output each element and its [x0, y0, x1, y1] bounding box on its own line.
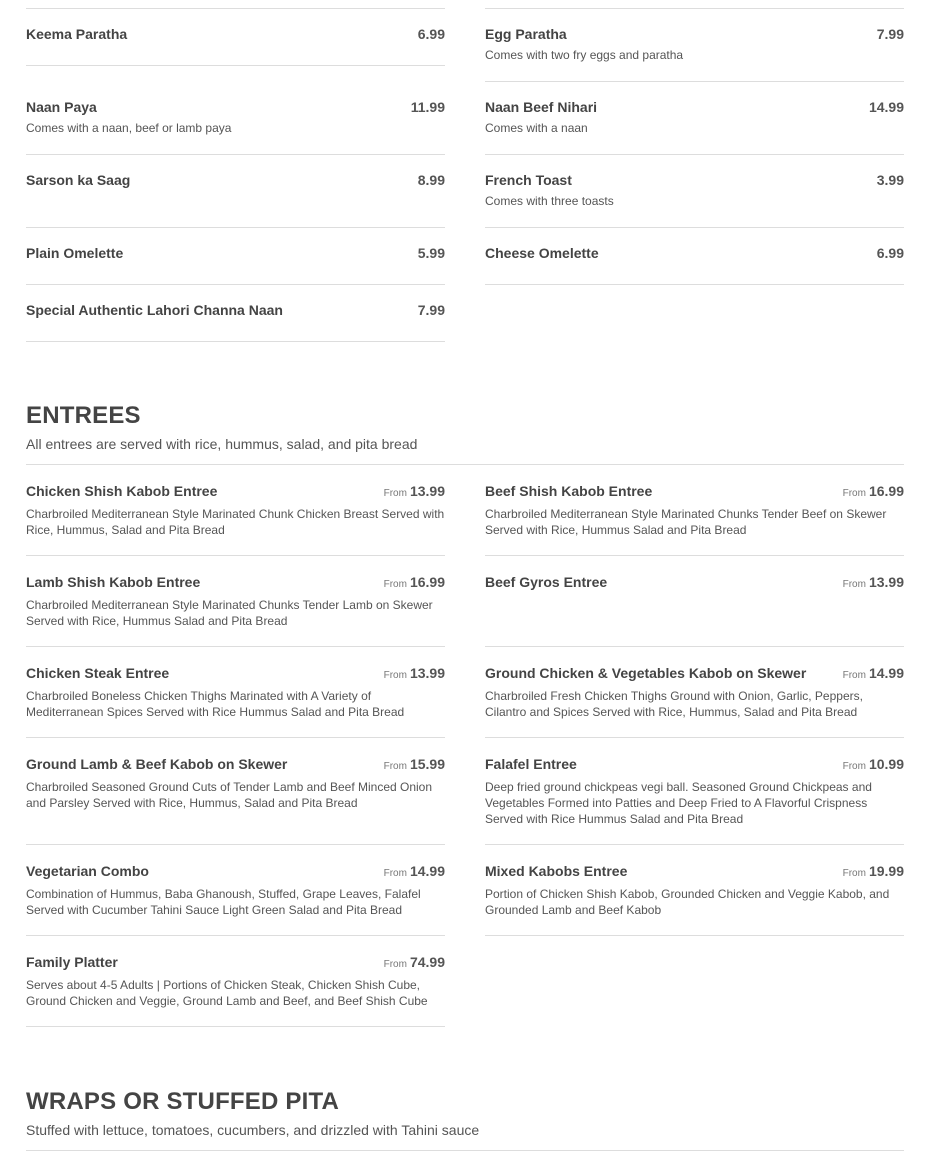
from-label: From: [383, 761, 407, 772]
item-name: Vegetarian Combo: [26, 863, 149, 879]
price-value: 16.99: [409, 574, 445, 590]
section-subtitle: Stuffed with lettuce, tomatoes, cucumbers, and drizzled with Tahini sauce: [26, 1122, 480, 1138]
item-name: Beef Gyros Entree: [485, 574, 608, 590]
menu-item[interactable]: [26, 465, 445, 556]
menu-item[interactable]: [26, 936, 445, 1027]
item-description: Combination of Hummus, Baba Ghanoush, Stuffed, Grape Leaves, Falafel Served with Cucumber Tahini Sauce Light Green Salad and Pita Bread: [26, 887, 421, 917]
from-label: From: [842, 868, 866, 879]
price-value: 13.99: [409, 483, 445, 499]
item-price: [384, 953, 445, 974]
item-name: Chicken Shish Kabob Entree: [26, 483, 218, 499]
item-price: [384, 862, 445, 883]
price-value: 10.99: [868, 756, 904, 772]
menu-item[interactable]: [26, 82, 445, 155]
item-price: 8.99: [417, 172, 445, 188]
item-description: Charbroiled Mediterranean Style Marinated Chunks Tender Beef on Skewer Served with Rice, Hummus Salad and Pita Bread: [485, 507, 887, 537]
item-description: Charbroiled Mediterranean Style Marinated Chunk Chicken Breast Served with Rice, Hummus, Salad and Pita Bread: [26, 507, 445, 537]
from-label: From: [842, 761, 866, 772]
item-price: 6.99: [417, 26, 445, 42]
item-name: Plain Omelette: [26, 245, 124, 261]
menu-item[interactable]: [26, 845, 445, 936]
price-value: 13.99: [868, 574, 904, 590]
from-label: From: [383, 670, 407, 681]
item-price: [843, 862, 904, 883]
from-label: From: [383, 579, 407, 590]
item-price: [843, 482, 904, 503]
item-price: 7.99: [876, 26, 904, 42]
item-price: 6.99: [876, 245, 904, 261]
section-header-entrees: [26, 402, 904, 453]
from-label: From: [383, 868, 407, 879]
item-name: Special Authentic Lahori Channa Naan: [26, 302, 283, 318]
menu-item[interactable]: [485, 9, 904, 82]
menu-item[interactable]: [485, 738, 904, 845]
price-value: 14.99: [868, 665, 904, 681]
menu-item[interactable]: [26, 9, 445, 66]
item-price: 5.99: [417, 245, 445, 261]
item-name: Chicken Steak Entree: [26, 665, 170, 681]
item-price: [843, 755, 904, 776]
price-value: 74.99: [409, 954, 445, 970]
item-price: 11.99: [410, 99, 445, 115]
item-description: Comes with three toasts: [485, 194, 614, 208]
item-description: Charbroiled Fresh Chicken Thighs Ground with Onion, Garlic, Peppers, Cilantro and Spices Served with Rice, Hummus, Salad and Pita Bread: [485, 689, 863, 719]
item-name: Beef Shish Kabob Entree: [485, 483, 653, 499]
price-value: 19.99: [868, 863, 904, 879]
menu-item[interactable]: [26, 285, 445, 342]
item-description: Portion of Chicken Shish Kabob, Grounded Chicken and Veggie Kabob, and Grounded Lamb and Beef Kabob: [485, 887, 890, 917]
item-price: [843, 573, 904, 594]
price-value: 13.99: [409, 665, 445, 681]
menu-item[interactable]: [26, 556, 445, 647]
from-label: From: [383, 959, 407, 970]
menu-item[interactable]: [485, 228, 904, 285]
menu-item[interactable]: [485, 155, 904, 228]
item-description: Comes with a naan: [485, 121, 588, 135]
item-price: 14.99: [868, 99, 904, 115]
item-description: Charbroiled Boneless Chicken Thighs Marinated with A Variety of Mediterranean Spices Served with Rice Hummus Salad and Pita Bread: [26, 689, 405, 719]
section-title: WRAPS OR STUFFED PITA: [26, 1088, 340, 1115]
menu-item[interactable]: [26, 155, 445, 228]
item-name: Naan Beef Nihari: [485, 99, 598, 115]
item-name: Egg Paratha: [485, 26, 567, 42]
from-label: From: [842, 670, 866, 681]
item-name: Sarson ka Saag: [26, 172, 131, 188]
menu-item[interactable]: [485, 82, 904, 155]
price-value: 16.99: [868, 483, 904, 499]
item-price: [384, 573, 445, 594]
from-label: From: [383, 488, 407, 499]
divider: [26, 1150, 904, 1151]
menu-item[interactable]: [26, 738, 445, 845]
item-description: Comes with a naan, beef or lamb paya: [26, 121, 232, 135]
menu-item[interactable]: [485, 556, 904, 647]
item-description: Charbroiled Mediterranean Style Marinated Chunks Tender Lamb on Skewer Served with Rice, Hummus Salad and Pita Bread: [26, 598, 433, 628]
item-name: Lamb Shish Kabob Entree: [26, 574, 201, 590]
price-value: 15.99: [409, 756, 445, 772]
from-label: From: [842, 488, 866, 499]
price-value: 14.99: [409, 863, 445, 879]
menu-item[interactable]: [26, 228, 445, 285]
item-name: Ground Chicken & Vegetables Kabob on Skewer: [485, 665, 807, 681]
section-title: ENTREES: [26, 402, 141, 429]
menu-item[interactable]: [485, 647, 904, 738]
item-price: 3.99: [876, 172, 904, 188]
from-label: From: [842, 579, 866, 590]
item-name: Naan Paya: [26, 99, 97, 115]
item-price: [384, 664, 445, 685]
menu-item[interactable]: [26, 647, 445, 738]
item-description: Comes with two fry eggs and paratha: [485, 48, 684, 62]
item-name: Mixed Kabobs Entree: [485, 863, 628, 879]
item-name: Cheese Omelette: [485, 245, 599, 261]
item-description: Charbroiled Seasoned Ground Cuts of Tender Lamb and Beef Minced Onion and Parsley Served with Rice, Hummus, Salad and Pita Bread: [26, 780, 433, 810]
item-description: Deep fried ground chickpeas vegi ball. Seasoned Ground Chickpeas and Vegetables Formed into Patties and Deep Fried to A Flavorful Crispness Served with Rice Hummus Salad and Pita Bread: [485, 780, 872, 826]
item-price: [843, 664, 904, 685]
menu-item[interactable]: [485, 845, 904, 936]
item-name: Family Platter: [26, 954, 118, 970]
menu-items-grid: [26, 9, 904, 342]
menu-item[interactable]: [485, 465, 904, 556]
item-price: 7.99: [417, 302, 445, 318]
entrees-grid: [26, 465, 904, 1027]
section-header-wraps: [26, 1088, 904, 1139]
item-price: [384, 482, 445, 503]
item-name: Ground Lamb & Beef Kabob on Skewer: [26, 756, 288, 772]
item-name: French Toast: [485, 172, 572, 188]
section-subtitle: All entrees are served with rice, hummus, salad, and pita bread: [26, 436, 418, 452]
item-name: Falafel Entree: [485, 756, 577, 772]
item-name: Keema Paratha: [26, 26, 128, 42]
item-description: Serves about 4-5 Adults | Portions of Chicken Steak, Chicken Shish Cube, Ground Chicken and Veggie, Ground Lamb and Beef, and Beef Shish Cube: [26, 978, 428, 1008]
item-price: [384, 755, 445, 776]
